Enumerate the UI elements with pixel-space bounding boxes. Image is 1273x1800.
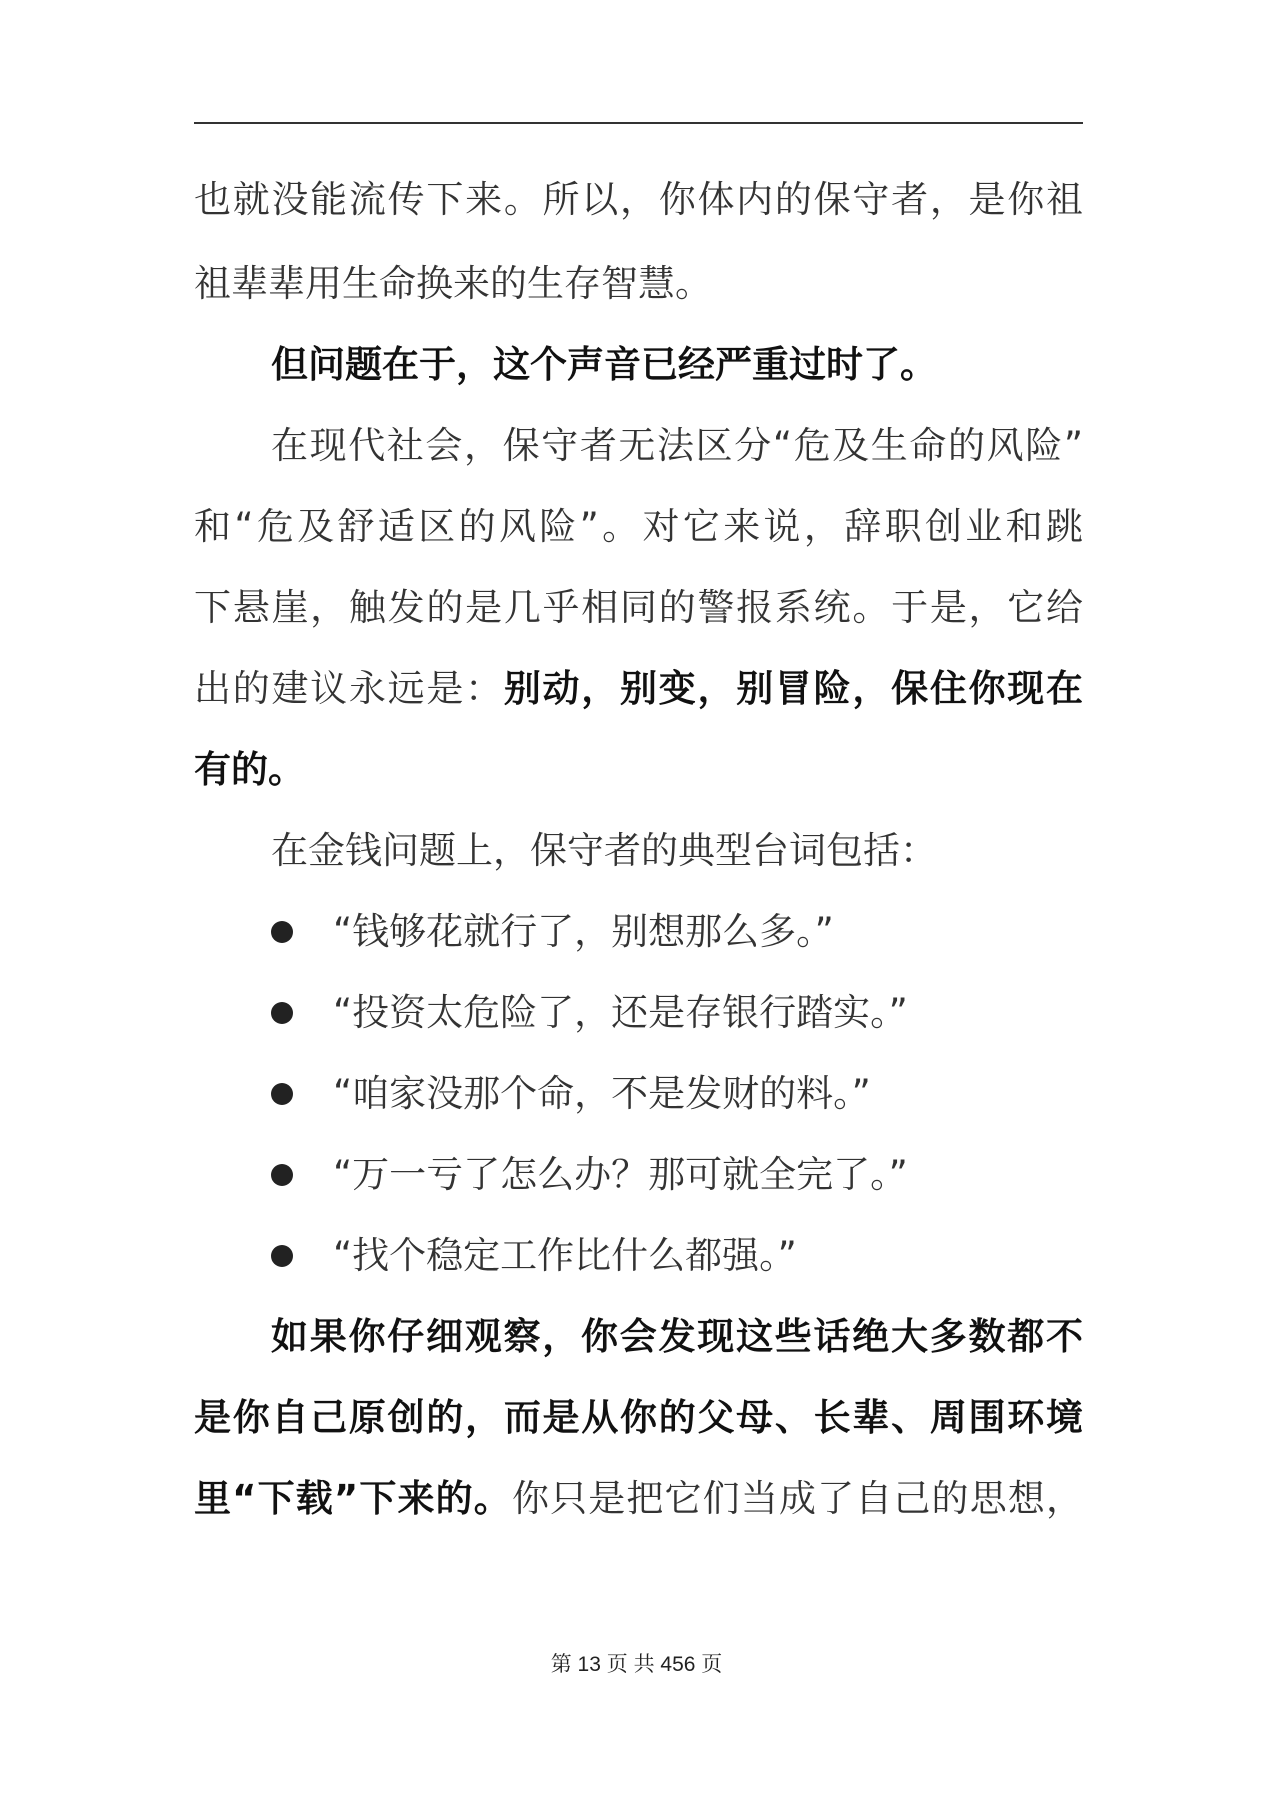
paragraph-3-line-5: 有的。 <box>194 748 305 791</box>
paragraph-3-line-3: 下悬崖，触发的是几乎相同的警报系统。于是，它给 <box>194 586 1083 629</box>
bullet-text: “投资太危险了，还是存银行踏实。” <box>333 991 908 1034</box>
bullet-text: “万一亏了怎么办？那可就全完了。” <box>333 1153 908 1196</box>
paragraph-5-line-1: 如果你仔细观察，你会发现这些话绝大多数都不 <box>271 1315 1083 1358</box>
bullet-item <box>271 1214 797 1298</box>
bullet-item <box>271 971 908 1055</box>
paragraph-5-line-3-text: 你只是把它们当成了自己的思想， <box>511 1477 1083 1520</box>
bullet-text: “咱家没那个命，不是发财的料。” <box>333 1072 871 1115</box>
paragraph-2-bold: 但问题在于，这个声音已经严重过时了。 <box>271 343 937 386</box>
bullet-item <box>271 890 834 974</box>
bullet-dot-icon <box>271 1002 293 1024</box>
paragraph-5-line-2: 是你自己原创的，而是从你的父母、长辈、周围环境 <box>194 1396 1083 1439</box>
bullet-dot-icon <box>271 921 293 943</box>
paragraph-5-emphasis: 里“下载”下来的。 <box>194 1477 512 1520</box>
bullet-text: “找个稳定工作比什么都强。” <box>333 1234 797 1277</box>
page-number: 第 13 页 共 456 页 <box>550 1653 723 1676</box>
paragraph-3-line-4-text: 出的建议永远是： <box>194 667 504 710</box>
paragraph-5-line-3 <box>194 1457 1083 1541</box>
bullet-dot-icon <box>271 1083 293 1105</box>
paragraph-1-line-1: 也就没能流传下来。所以，你体内的保守者，是你祖 <box>194 178 1083 221</box>
paragraph-3-line-4 <box>194 647 1083 731</box>
paragraph-1-line-2: 祖辈辈用生命换来的生存智慧。 <box>194 262 712 305</box>
bullet-dot-icon <box>271 1245 293 1267</box>
bullet-dot-icon <box>271 1164 293 1186</box>
header-rule <box>194 122 1083 124</box>
paragraph-4-line-1: 在金钱问题上，保守者的典型台词包括： <box>271 829 937 872</box>
bullet-text: “钱够花就行了，别想那么多。” <box>333 910 834 953</box>
paragraph-3-line-2: 和“危及舒适区的风险”。对它来说，辞职创业和跳 <box>194 505 1083 548</box>
paragraph-3-line-1: 在现代社会，保守者无法区分“危及生命的风险” <box>271 424 1083 467</box>
paragraph-3-emphasis: 别动，别变，别冒险，保住你现在 <box>503 667 1084 710</box>
bullet-item <box>271 1133 908 1217</box>
bullet-item <box>271 1052 871 1136</box>
